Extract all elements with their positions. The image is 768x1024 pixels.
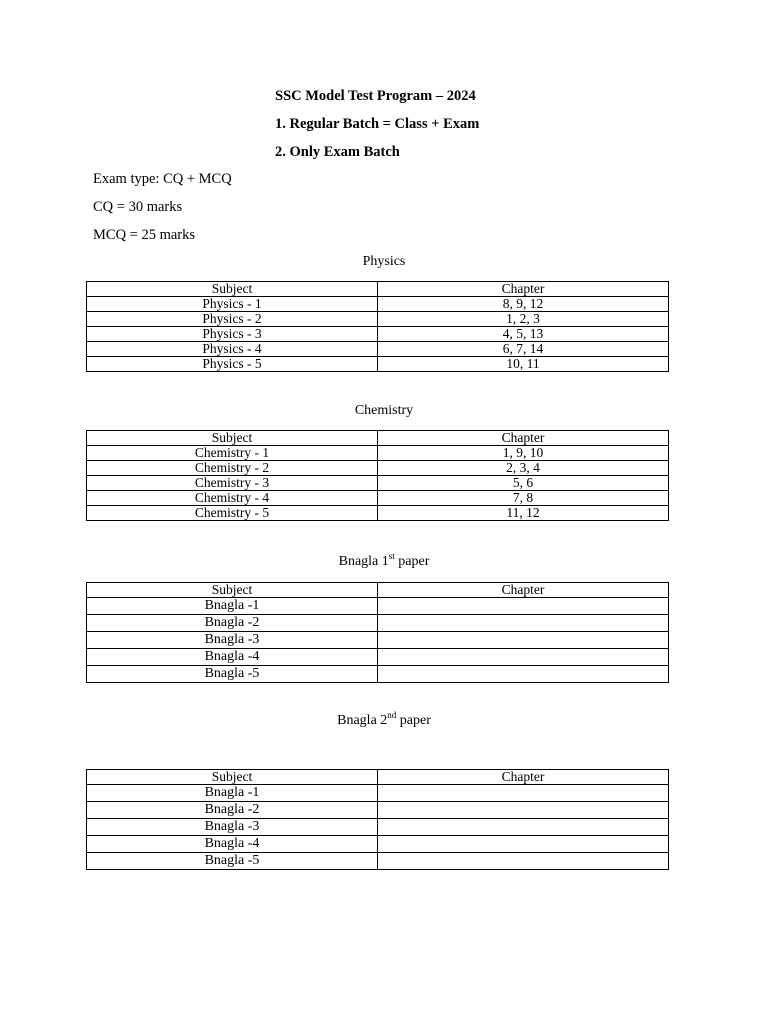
title-text: Bnagla 2 [337,713,388,728]
table-row [87,461,669,476]
column-header-chapter: Chapter [378,431,669,446]
subject-cell: Chemistry - 5 [87,506,378,521]
chapter-cell: 11, 12 [378,506,669,521]
chapter-cell [378,632,669,649]
subject-cell: Bnagla -3 [87,819,378,836]
title-suffix: paper [394,554,430,569]
batch-line-1: 1. Regular Batch = Class + Exam [275,116,480,132]
subject-cell: Bnagla -5 [87,666,378,683]
mcq-marks-line: MCQ = 25 marks [93,227,196,243]
table-row [87,476,669,491]
chapter-cell: 5, 6 [378,476,669,491]
bangla-1st-paper-table [86,582,669,683]
chapter-cell: 1, 2, 3 [378,312,669,327]
chapter-cell: 8, 9, 12 [378,297,669,312]
column-header-chapter: Chapter [378,583,669,598]
table-header-row [87,770,669,785]
physics-table [86,281,669,372]
subject-cell: Bnagla -2 [87,615,378,632]
title-text: Bnagla 1 [338,554,389,569]
subject-cell: Bnagla -4 [87,836,378,853]
chapter-cell [378,666,669,683]
table-row [87,342,669,357]
column-header-chapter: Chapter [378,770,669,785]
table-row [87,506,669,521]
subject-cell: Bnagla -3 [87,632,378,649]
column-header-chapter: Chapter [378,282,669,297]
bangla-1st-paper-title [0,551,768,570]
title-suffix: paper [396,713,431,728]
chapter-cell [378,853,669,870]
physics-title: Physics [362,254,406,269]
table-row [87,297,669,312]
ordinal-superscript: nd [387,710,397,720]
exam-type-line: Exam type: CQ + MCQ [93,171,232,187]
chapter-cell [378,598,669,615]
table-row [87,819,669,836]
table-header-row [87,583,669,598]
subject-cell: Bnagla -4 [87,649,378,666]
chemistry-title: Chemistry [354,403,414,418]
table-row [87,491,669,506]
document-title: SSC Model Test Program – 2024 [275,88,476,104]
subject-cell: Physics - 5 [87,357,378,372]
subject-cell: Bnagla -2 [87,802,378,819]
subject-cell: Chemistry - 3 [87,476,378,491]
chapter-cell [378,615,669,632]
chapter-cell: 7, 8 [378,491,669,506]
table-row [87,802,669,819]
chapter-cell [378,819,669,836]
table-row [87,446,669,461]
chemistry-table [86,430,669,521]
bangla-2nd-paper-table [86,769,669,870]
table-row [87,615,669,632]
table-row [87,666,669,683]
column-header-subject: Subject [87,770,378,785]
subject-cell: Physics - 3 [87,327,378,342]
table-row [87,327,669,342]
batch-line-2: 2. Only Exam Batch [275,144,400,160]
column-header-subject: Subject [87,431,378,446]
subject-cell: Chemistry - 2 [87,461,378,476]
chapter-cell: 4, 5, 13 [378,327,669,342]
chapter-cell [378,649,669,666]
table-header-row [87,282,669,297]
ordinal-superscript: st [388,551,395,561]
cq-marks-line: CQ = 30 marks [93,199,183,215]
table-row [87,649,669,666]
subject-cell: Chemistry - 1 [87,446,378,461]
subject-cell: Physics - 4 [87,342,378,357]
table-row [87,598,669,615]
column-header-subject: Subject [87,583,378,598]
chapter-cell: 6, 7, 14 [378,342,669,357]
subject-cell: Chemistry - 4 [87,491,378,506]
bangla-2nd-paper-title [0,710,768,729]
table-row [87,632,669,649]
subject-cell: Bnagla -1 [87,598,378,615]
chapter-cell: 1, 9, 10 [378,446,669,461]
table-row [87,785,669,802]
subject-cell: Physics - 2 [87,312,378,327]
subject-cell: Bnagla -1 [87,785,378,802]
table-row [87,357,669,372]
table-row [87,853,669,870]
table-row [87,312,669,327]
column-header-subject: Subject [87,282,378,297]
subject-cell: Physics - 1 [87,297,378,312]
chapter-cell [378,785,669,802]
chapter-cell: 2, 3, 4 [378,461,669,476]
subject-cell: Bnagla -5 [87,853,378,870]
chapter-cell: 10, 11 [378,357,669,372]
table-header-row [87,431,669,446]
chapter-cell [378,836,669,853]
table-row [87,836,669,853]
chapter-cell [378,802,669,819]
